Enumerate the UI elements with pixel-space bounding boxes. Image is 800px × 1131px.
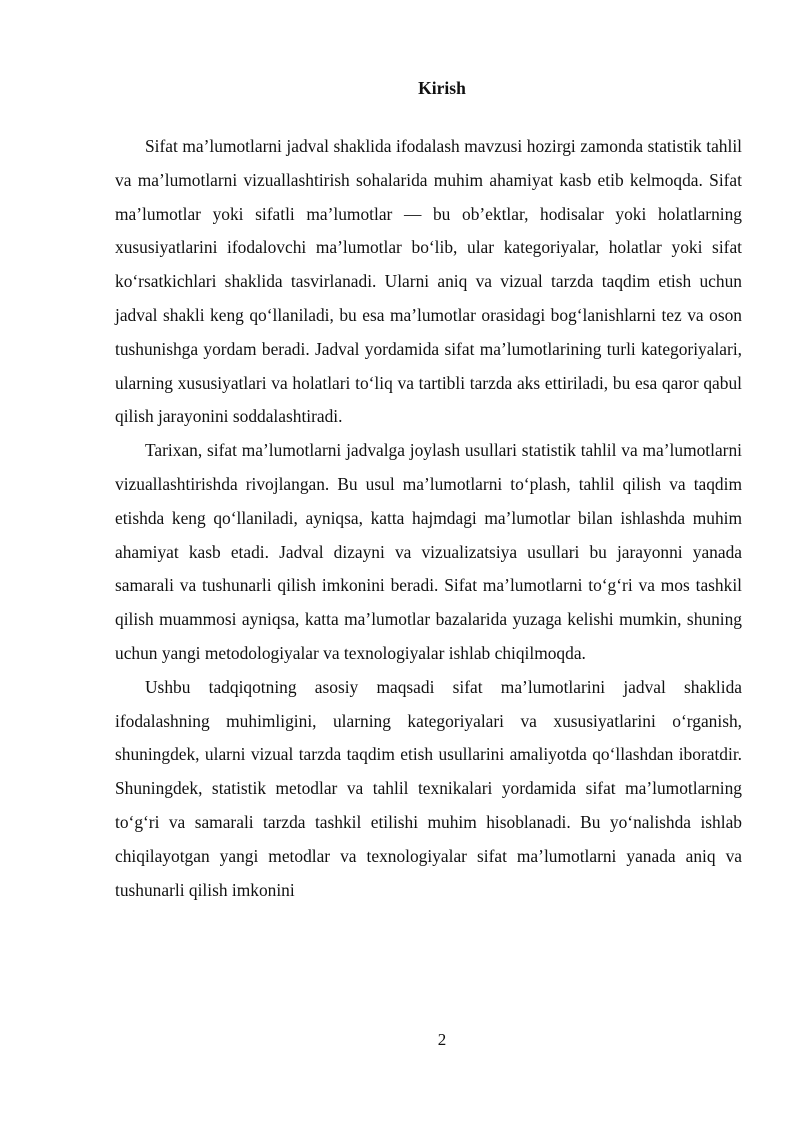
paragraph-2: Tarixan, sifat ma’lumotlarni jadvalga joylash usullari statistik tahlil va ma’lumotlarni vizuallashtirishda rivojlangan. Bu usul ma’lumotlarni to‘plash, tahlil qilish va taqdim etishda keng qo‘llaniladi, ayniqsa, katta hajmdagi ma’lumotlar bilan ishlashda muhim ahamiyat kasb etadi. Jadval dizayni va vizualizatsiya usullari bu jarayonni yanada samarali va tushunarli qilish imkonini beradi. Sifat ma’lumotlarni to‘g‘ri va mos tashkil qilish muammosi ayniqsa, katta ma’lumotlar bazalarida yuzaga kelishi mumkin, shuning uchun yangi metodologiyalar va texnologiyalar ishlab chiqilmoqda. [115, 440, 742, 663]
page-number: 2 [437, 1030, 447, 1049]
paragraph-3: Ushbu tadqiqotning asosiy maqsadi sifat ma’lumotlarini jadval shaklida ifodalashning muhimligini, ularning kategoriyalari va xususiyatlarini o‘rganish, shuningdek, ularni vizual tarzda taqdim etish usullarini amaliyotda qo‘llashdan iboratdir. Shuningdek, statistik metodlar va tahlil texnikalari yordamida sifat ma’lumotlarning to‘g‘ri va samarali tarzda tashkil etilishi muhim hisoblanadi. Bu yo‘nalishda ishlab chiqilayotgan yangi metodlar va texnologiyalar sifat ma’lumotlarni yanada aniq va tushunarli qilish imkonini [115, 676, 742, 900]
page-title: Kirish [418, 78, 466, 98]
paragraph-1: Sifat ma’lumotlarni jadval shaklida ifodalash mavzusi hozirgi zamonda statistik tahlil va ma’lumotlarni vizuallashtirish sohalarida muhim ahamiyat kasb etib kelmoqda. Sifat ma’lumotlar yoki sifatli ma’lumotlar — bu ob’ektlar, hodisalar yoki holatlarning xususiyatlarini ifodalovchi ma’lumotlar bo‘lib, ular kategoriyalar, holatlar yoki sifat ko‘rsatkichlari shaklida tasvirlanadi. Ularni aniq va vizual tarzda taqdim etish uchun jadval shakli keng qo‘llaniladi, bu esa ma’lumotlar orasidagi bog‘lanishlarni tez va oson tushunishga yordam beradi. Jadval yordamida sifat ma’lumotlarining turli kategoriyalari, ularning xususiyatlari va holatlari to‘liq va tartibli tarzda aks ettiriladi, bu esa qaror qabul qilish jarayonini soddalashtiradi. [115, 136, 742, 427]
body-text [115, 130, 742, 907]
